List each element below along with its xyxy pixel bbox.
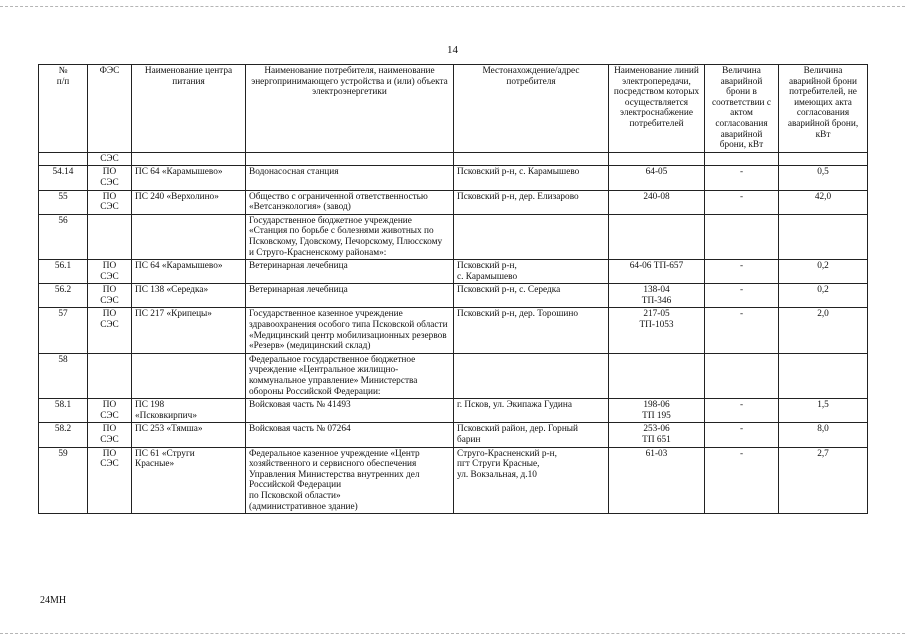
- cell-location: [454, 353, 609, 398]
- cell-reserve-without-act: 0,5: [779, 166, 868, 190]
- cell-power-center: [132, 353, 246, 398]
- cell-reserve-with-act: -: [705, 260, 779, 284]
- cell-power-line: [609, 353, 705, 398]
- column-header-reserve-with-act: Величина аварийной брони в соответствии с актом согласования аварийной брони, кВт: [705, 65, 779, 153]
- table-header-row: [39, 65, 868, 153]
- cell-reserve-with-act: [705, 152, 779, 166]
- cell-fes: ПО СЭС: [88, 399, 132, 423]
- cell-power-center: [132, 152, 246, 166]
- cell-power-line: [609, 152, 705, 166]
- cell-fes: [88, 353, 132, 398]
- cell-reserve-without-act: 42,0: [779, 190, 868, 214]
- table-row: [39, 423, 868, 447]
- cell-power-line: 61-03: [609, 447, 705, 514]
- cell-reserve-with-act: -: [705, 399, 779, 423]
- cell-row-number: 56.2: [39, 284, 88, 308]
- cell-reserve-without-act: 8,0: [779, 423, 868, 447]
- cell-reserve-with-act: -: [705, 284, 779, 308]
- cell-location: [454, 214, 609, 259]
- cell-row-number: 58.1: [39, 399, 88, 423]
- cell-reserve-with-act: -: [705, 166, 779, 190]
- cell-fes: ПО СЭС: [88, 190, 132, 214]
- cell-row-number: 57: [39, 308, 88, 353]
- cell-row-number: 59: [39, 447, 88, 514]
- cell-power-line: 138-04 ТП-346: [609, 284, 705, 308]
- cell-consumer-name: Государственное бюджетное учреждение «Станция по борьбе с болезнями животных по Псковскому, Гдовскому, Печорскому, Плюсскому и Струго-Красненскому районам»:: [246, 214, 454, 259]
- column-header-reserve-without-act: Величина аварийной брони потребителей, не имеющих акта согласования аварийной брони, кВт: [779, 65, 868, 153]
- cell-power-center: ПС 64 «Карамышево»: [132, 260, 246, 284]
- table-row: [39, 152, 868, 166]
- cell-fes: ПО СЭС: [88, 166, 132, 190]
- cell-location: Псковский р-н, с. Карамышево: [454, 260, 609, 284]
- cell-consumer-name: Ветеринарная лечебница: [246, 284, 454, 308]
- cell-row-number: 56.1: [39, 260, 88, 284]
- page-number: 14: [447, 44, 458, 56]
- table-row: [39, 353, 868, 398]
- cell-reserve-without-act: [779, 353, 868, 398]
- cell-consumer-name: Общество с ограниченной ответственностью «Ветсанэкология» (завод): [246, 190, 454, 214]
- table-row: [39, 214, 868, 259]
- page-bottom-edge: [0, 633, 905, 634]
- cell-power-center: ПС 217 «Крипецы»: [132, 308, 246, 353]
- cell-consumer-name: [246, 152, 454, 166]
- cell-reserve-without-act: [779, 152, 868, 166]
- cell-power-line: 253-06 ТП 651: [609, 423, 705, 447]
- column-header-power-lines: Наименование линий электропередачи, посредством которых осуществляется электроснабжение потребителей: [609, 65, 705, 153]
- table-row: [39, 190, 868, 214]
- table-row: [39, 447, 868, 514]
- cell-reserve-with-act: -: [705, 423, 779, 447]
- cell-reserve-without-act: 1,5: [779, 399, 868, 423]
- cell-power-line: [609, 214, 705, 259]
- cell-location: Псковский р-н, с. Карамышево: [454, 166, 609, 190]
- table-row: [39, 399, 868, 423]
- cell-consumer-name: Войсковая часть № 07264: [246, 423, 454, 447]
- cell-location: Псковский район, дер. Горный барин: [454, 423, 609, 447]
- cell-row-number: 58: [39, 353, 88, 398]
- cell-consumer-name: Войсковая часть № 41493: [246, 399, 454, 423]
- cell-consumer-name: Федеральное казенное учреждение «Центр хозяйственного и сервисного обеспечения Управления Министерства внутренних дел Российской Федерации по Псковской области» (административное здание): [246, 447, 454, 514]
- document-code: 24МН: [40, 595, 67, 606]
- cell-power-center: ПС 61 «Струги Красные»: [132, 447, 246, 514]
- cell-row-number: 58.2: [39, 423, 88, 447]
- cell-fes: ПО СЭС: [88, 284, 132, 308]
- cell-reserve-with-act: -: [705, 308, 779, 353]
- cell-reserve-with-act: [705, 214, 779, 259]
- cell-fes: СЭС: [88, 152, 132, 166]
- cell-reserve-without-act: 2,0: [779, 308, 868, 353]
- table-row: [39, 284, 868, 308]
- cell-power-line: 198-06 ТП 195: [609, 399, 705, 423]
- cell-row-number: 54.14: [39, 166, 88, 190]
- cell-consumer-name: Ветеринарная лечебница: [246, 260, 454, 284]
- column-header-consumer-name: Наименование потребителя, наименование энергопринимающего устройства и (или) объекта электроэнергетики: [246, 65, 454, 153]
- cell-consumer-name: Водонасосная станция: [246, 166, 454, 190]
- column-header-number: № п/п: [39, 65, 88, 153]
- cell-reserve-without-act: [779, 214, 868, 259]
- cell-reserve-without-act: 2,7: [779, 447, 868, 514]
- cell-power-line: 240-08: [609, 190, 705, 214]
- cell-power-line: 64-06 ТП-657: [609, 260, 705, 284]
- cell-reserve-without-act: 0,2: [779, 284, 868, 308]
- column-header-fes: ФЭС: [88, 65, 132, 153]
- cell-power-center: ПС 240 «Верхолино»: [132, 190, 246, 214]
- cell-location: г. Псков, ул. Экипажа Гудина: [454, 399, 609, 423]
- cell-reserve-with-act: -: [705, 190, 779, 214]
- table-row: [39, 308, 868, 353]
- cell-fes: ПО СЭС: [88, 447, 132, 514]
- cell-power-center: ПС 64 «Карамышево»: [132, 166, 246, 190]
- cell-fes: [88, 214, 132, 259]
- cell-consumer-name: Федеральное государственное бюджетное учреждение «Центральное жилищно-коммунальное управление» Министерства обороны Российской Федерации:: [246, 353, 454, 398]
- cell-power-center: ПС 138 «Середка»: [132, 284, 246, 308]
- column-header-power-center: Наименование центра питания: [132, 65, 246, 153]
- cell-row-number: [39, 152, 88, 166]
- cell-power-center: [132, 214, 246, 259]
- cell-reserve-with-act: [705, 353, 779, 398]
- cell-reserve-without-act: 0,2: [779, 260, 868, 284]
- cell-fes: ПО СЭС: [88, 308, 132, 353]
- cell-row-number: 56: [39, 214, 88, 259]
- page-top-edge: [0, 6, 905, 7]
- cell-consumer-name: Государственное казенное учреждение здравоохранения особого типа Псковской области «Медицинский центр мобилизационных резервов «Резерв» (медицинский склад): [246, 308, 454, 353]
- cell-row-number: 55: [39, 190, 88, 214]
- power-reserve-table: [38, 64, 868, 514]
- cell-location: [454, 152, 609, 166]
- cell-power-line: 64-05: [609, 166, 705, 190]
- cell-fes: ПО СЭС: [88, 260, 132, 284]
- cell-power-line: 217-05 ТП-1053: [609, 308, 705, 353]
- cell-location: Псковский р-н, дер. Елизарово: [454, 190, 609, 214]
- cell-location: Струго-Красненский р-н, пгт Струги Красные, ул. Вокзальная, д.10: [454, 447, 609, 514]
- cell-power-center: ПС 253 «Тямша»: [132, 423, 246, 447]
- table-row: [39, 166, 868, 190]
- cell-location: Псковский р-н, дер. Торошино: [454, 308, 609, 353]
- table-row: [39, 260, 868, 284]
- cell-power-center: ПС 198 «Псковкирпич»: [132, 399, 246, 423]
- cell-reserve-with-act: -: [705, 447, 779, 514]
- cell-location: Псковский р-н, с. Середка: [454, 284, 609, 308]
- cell-fes: ПО СЭС: [88, 423, 132, 447]
- column-header-location: Местонахождение/адрес потребителя: [454, 65, 609, 153]
